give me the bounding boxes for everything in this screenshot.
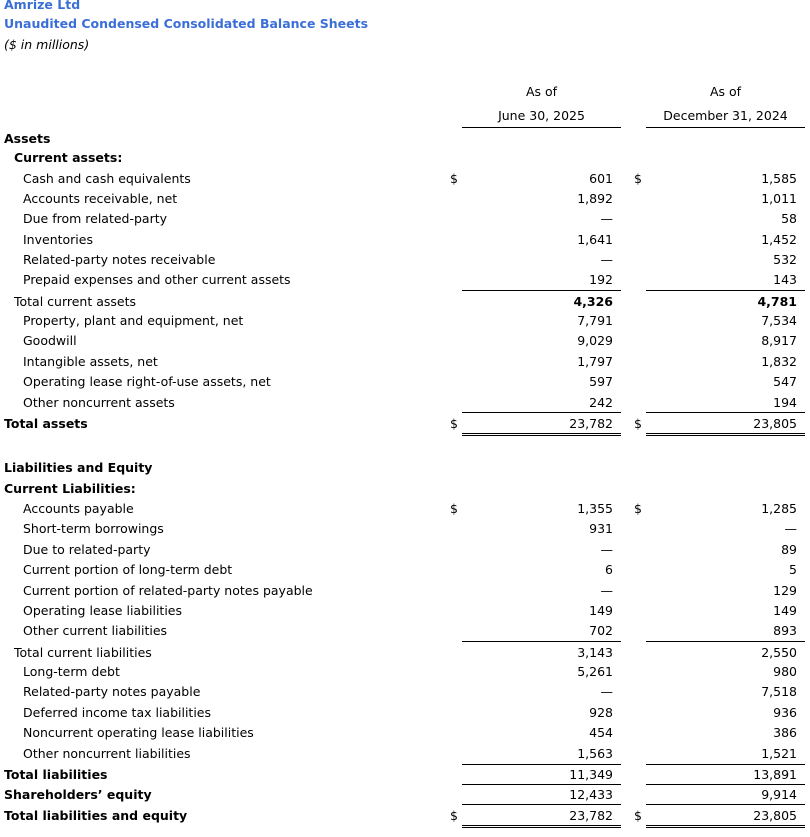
table-row bbox=[0, 252, 810, 272]
value-col2: 893 bbox=[773, 623, 797, 638]
value-col2: 4,781 bbox=[757, 294, 797, 309]
table-row bbox=[0, 705, 810, 725]
table-row bbox=[0, 313, 810, 333]
value-col1: 931 bbox=[589, 521, 613, 536]
table-row bbox=[0, 521, 810, 541]
subtotal-rule-col2 bbox=[646, 804, 805, 805]
row-label: Goodwill bbox=[23, 333, 77, 348]
table-row bbox=[0, 374, 810, 394]
value-col2: 532 bbox=[773, 252, 797, 267]
table-row bbox=[0, 583, 810, 603]
row-label: Current Liabilities: bbox=[4, 481, 136, 496]
value-col2: 7,518 bbox=[761, 684, 797, 699]
value-col2: 23,805 bbox=[753, 416, 797, 431]
currency-symbol-col2: $ bbox=[634, 808, 642, 823]
value-col2: 980 bbox=[773, 664, 797, 679]
row-label: Accounts receivable, net bbox=[23, 191, 178, 206]
value-col1: 597 bbox=[589, 374, 613, 389]
table-row bbox=[0, 333, 810, 353]
value-col2: 1,011 bbox=[761, 191, 797, 206]
row-label: Related-party notes receivable bbox=[23, 252, 216, 267]
value-col1: 1,563 bbox=[577, 746, 613, 761]
row-label: Liabilities and Equity bbox=[4, 460, 153, 475]
table-row bbox=[0, 725, 810, 745]
value-col1: 1,641 bbox=[577, 232, 613, 247]
table-row bbox=[0, 645, 810, 665]
row-label: Due from related-party bbox=[23, 211, 168, 226]
value-col2: 13,891 bbox=[753, 767, 797, 782]
subtotal-rule-col1 bbox=[462, 804, 621, 805]
row-label: Cash and cash equivalents bbox=[23, 171, 191, 186]
subtotal-rule-col2 bbox=[646, 784, 805, 785]
row-label: Total current liabilities bbox=[14, 645, 152, 660]
value-col2: 1,285 bbox=[761, 501, 797, 516]
currency-symbol-col1: $ bbox=[450, 416, 458, 431]
double-total-rule-col1 bbox=[462, 825, 621, 828]
value-col2: 1,452 bbox=[761, 232, 797, 247]
row-label: Other noncurrent liabilities bbox=[23, 746, 191, 761]
statement-title: Unaudited Condensed Consolidated Balance Sheets bbox=[4, 16, 369, 31]
table-row bbox=[0, 211, 810, 231]
value-col1: 11,349 bbox=[569, 767, 613, 782]
value-col1: — bbox=[600, 211, 613, 226]
row-label: Noncurrent operating lease liabilities bbox=[23, 725, 254, 740]
table-row bbox=[0, 664, 810, 684]
row-label: Assets bbox=[4, 131, 51, 146]
row-label: Other current liabilities bbox=[23, 623, 168, 638]
currency-symbol-col2: $ bbox=[634, 416, 642, 431]
table-row bbox=[0, 171, 810, 191]
subtotal-rule-col2 bbox=[646, 764, 805, 765]
value-col2: 386 bbox=[773, 725, 797, 740]
row-label: Related-party notes payable bbox=[23, 684, 201, 699]
value-col2: 2,550 bbox=[761, 645, 797, 660]
subtotal-rule-col2 bbox=[646, 641, 805, 642]
col1-date: June 30, 2025 bbox=[498, 108, 585, 123]
value-col2: 89 bbox=[781, 542, 797, 557]
value-col1: 601 bbox=[589, 171, 613, 186]
value-col2: 547 bbox=[773, 374, 797, 389]
value-col2: 1,832 bbox=[761, 354, 797, 369]
value-col1: 702 bbox=[589, 623, 613, 638]
currency-symbol-col2: $ bbox=[634, 501, 642, 516]
value-col1: 23,782 bbox=[569, 808, 613, 823]
subtotal-rule-col2 bbox=[646, 290, 805, 291]
value-col2: 1,521 bbox=[761, 746, 797, 761]
value-col2: 9,914 bbox=[761, 787, 797, 802]
table-row bbox=[0, 542, 810, 562]
table-row bbox=[0, 272, 810, 292]
currency-symbol-col1: $ bbox=[450, 171, 458, 186]
table-row bbox=[0, 501, 810, 521]
value-col1: 7,791 bbox=[577, 313, 613, 328]
value-col2: 143 bbox=[773, 272, 797, 287]
double-total-rule-col2 bbox=[646, 433, 805, 436]
row-label: Total liabilities and equity bbox=[4, 808, 188, 823]
value-col1: 4,326 bbox=[573, 294, 613, 309]
subtotal-rule-col1 bbox=[462, 412, 621, 413]
col2-header-rule bbox=[646, 127, 805, 128]
subtotal-rule-col1 bbox=[462, 641, 621, 642]
value-col1: 242 bbox=[589, 395, 613, 410]
subtotal-rule-col1 bbox=[462, 784, 621, 785]
currency-symbol-col1: $ bbox=[450, 808, 458, 823]
table-row bbox=[0, 150, 810, 170]
value-col1: — bbox=[600, 252, 613, 267]
value-col2: 58 bbox=[781, 211, 797, 226]
subtotal-rule-col2 bbox=[646, 412, 805, 413]
row-label: Total assets bbox=[4, 416, 88, 431]
value-col1: 1,797 bbox=[577, 354, 613, 369]
row-label: Property, plant and equipment, net bbox=[23, 313, 244, 328]
table-row bbox=[0, 131, 810, 151]
value-col2: 7,534 bbox=[761, 313, 797, 328]
value-col1: 6 bbox=[605, 562, 613, 577]
value-col1: 23,782 bbox=[569, 416, 613, 431]
value-col1: — bbox=[600, 542, 613, 557]
double-total-rule-col2 bbox=[646, 825, 805, 828]
value-col2: 129 bbox=[773, 583, 797, 598]
row-label: Intangible assets, net bbox=[23, 354, 158, 369]
value-col1: 149 bbox=[589, 603, 613, 618]
row-label: Prepaid expenses and other current assets bbox=[23, 272, 291, 287]
row-label: Long-term debt bbox=[23, 664, 120, 679]
row-label: Due to related-party bbox=[23, 542, 151, 557]
value-col2: 5 bbox=[789, 562, 797, 577]
currency-symbol-col2: $ bbox=[634, 171, 642, 186]
row-label: Current portion of related-party notes payable bbox=[23, 583, 313, 598]
row-label: Inventories bbox=[23, 232, 93, 247]
value-col2: 1,585 bbox=[761, 171, 797, 186]
value-col1: 1,355 bbox=[577, 501, 613, 516]
value-col1: — bbox=[600, 583, 613, 598]
col2-date: December 31, 2024 bbox=[663, 108, 788, 123]
row-label: Current assets: bbox=[14, 150, 123, 165]
col2-as-of: As of bbox=[709, 84, 742, 99]
value-col1: 12,433 bbox=[569, 787, 613, 802]
double-total-rule-col1 bbox=[462, 433, 621, 436]
company-name: Amrize Ltd bbox=[4, 0, 81, 12]
table-row bbox=[0, 460, 810, 480]
table-row bbox=[0, 623, 810, 643]
value-col1: 9,029 bbox=[577, 333, 613, 348]
value-col1: 5,261 bbox=[577, 664, 613, 679]
value-col1: 192 bbox=[589, 272, 613, 287]
value-col2: — bbox=[784, 521, 797, 536]
row-label: Total liabilities bbox=[4, 767, 108, 782]
table-row bbox=[0, 684, 810, 704]
subtotal-rule-col1 bbox=[462, 290, 621, 291]
value-col1: 928 bbox=[589, 705, 613, 720]
table-row bbox=[0, 354, 810, 374]
value-col2: 23,805 bbox=[753, 808, 797, 823]
value-col1: 454 bbox=[589, 725, 613, 740]
value-col1: 3,143 bbox=[577, 645, 613, 660]
row-label: Operating lease liabilities bbox=[23, 603, 183, 618]
row-label: Total current assets bbox=[14, 294, 137, 309]
row-label: Accounts payable bbox=[23, 501, 134, 516]
value-col1: 1,892 bbox=[577, 191, 613, 206]
table-row bbox=[0, 603, 810, 623]
row-label: Shareholders’ equity bbox=[4, 787, 152, 802]
col1-as-of: As of bbox=[525, 84, 558, 99]
table-row bbox=[0, 562, 810, 582]
value-col2: 8,917 bbox=[761, 333, 797, 348]
row-label: Short-term borrowings bbox=[23, 521, 164, 536]
row-label: Deferred income tax liabilities bbox=[23, 705, 212, 720]
row-label: Operating lease right-of-use assets, net bbox=[23, 374, 271, 389]
table-row bbox=[0, 746, 810, 766]
value-col2: 194 bbox=[773, 395, 797, 410]
table-row bbox=[0, 294, 810, 314]
table-row bbox=[0, 232, 810, 252]
row-label: Current portion of long-term debt bbox=[23, 562, 233, 577]
value-col2: 936 bbox=[773, 705, 797, 720]
units-note: ($ in millions) bbox=[4, 37, 90, 52]
subtotal-rule-col1 bbox=[462, 764, 621, 765]
table-row bbox=[0, 481, 810, 501]
value-col2: 149 bbox=[773, 603, 797, 618]
row-label: Other noncurrent assets bbox=[23, 395, 175, 410]
currency-symbol-col1: $ bbox=[450, 501, 458, 516]
table-row bbox=[0, 191, 810, 211]
value-col1: — bbox=[600, 684, 613, 699]
col1-header-rule bbox=[462, 127, 621, 128]
